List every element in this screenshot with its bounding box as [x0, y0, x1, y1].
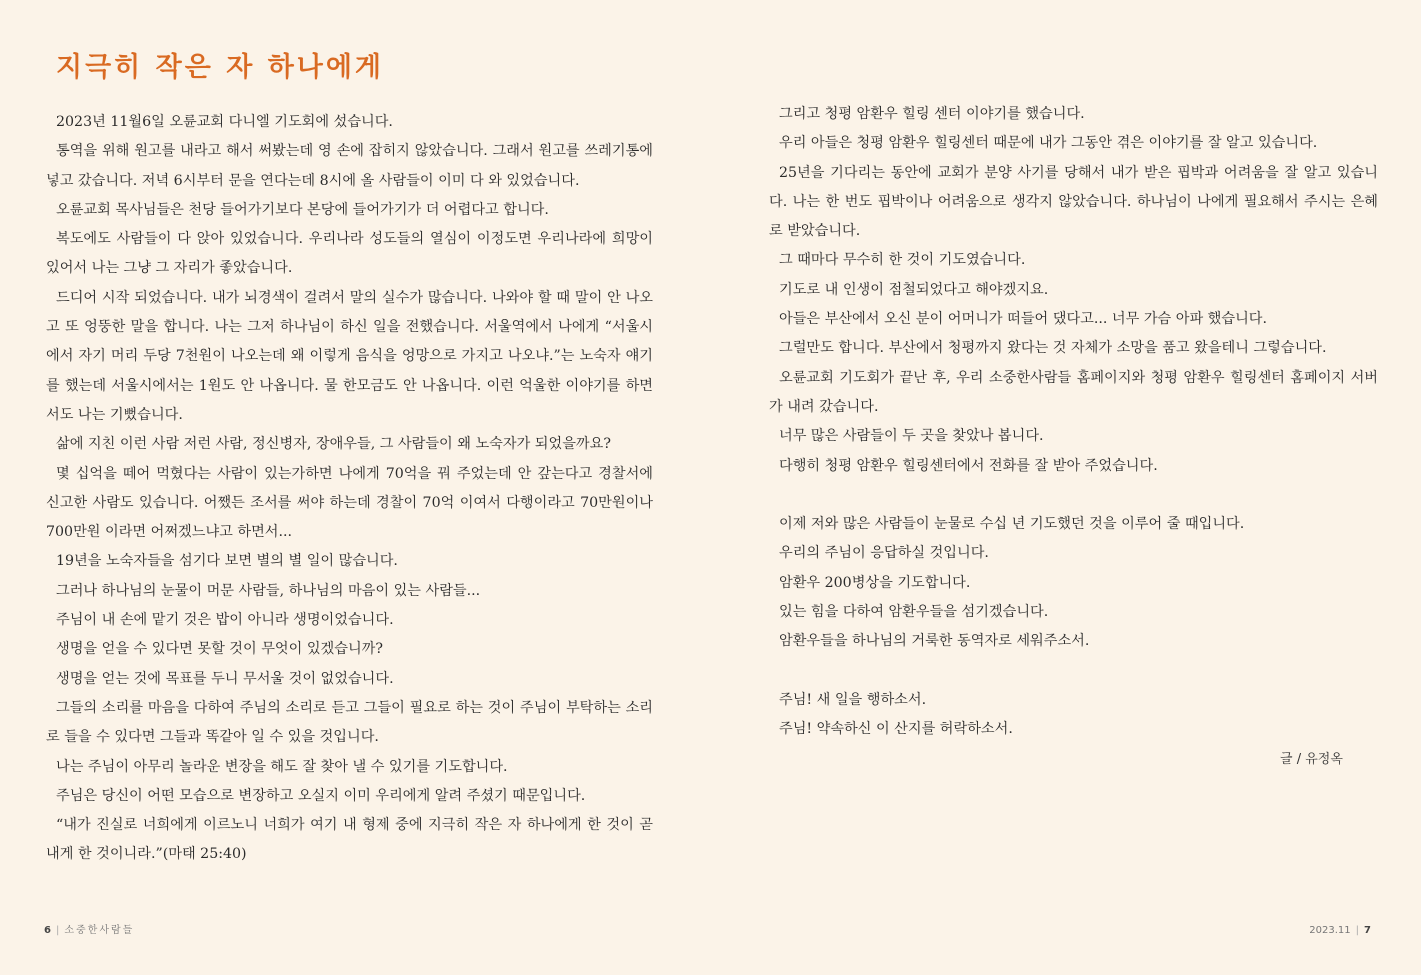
author-byline: 글 / 유정옥	[1280, 752, 1343, 767]
paragraph: 복도에도 사람들이 다 앉아 있었습니다. 우리나라 성도들의 열심이 이정도면 우리나라에 희망이 있어서 나는 그냥 그 자리가 좋았습니다.	[46, 231, 653, 277]
paragraph: 우리의 주님이 응답하실 것입니다.	[779, 545, 989, 562]
paragraph: 주님은 당신이 어떤 모습으로 변장하고 오실지 이미 우리에게 알려 주셨기 때문입니다.	[56, 787, 586, 804]
paragraph: 19년을 노숙자들을 섬기다 보면 별의 별 일이 많습니다.	[56, 553, 398, 570]
paragraph: 드디어 시작 되었습니다. 내가 뇌경색이 걸려서 말의 실수가 많습니다. 나와야 할 때 말이 안 나오고 또 엉뚱한 말을 합니다. 나는 그저 하나님이 하신 일을 전했습니다. 서울역에서 나에게 “서울시에서 자기 머리 두당 7천원이 나오는데 왜 이렇게 음식을 엉망으로 가지고 나오냐.”는 노숙자 얘기를 했는데 서울시에서는 1원도 안 나옵니다. 물 한모금도 안 나옵니다. 이런 억울한 이야기를 하면서도 나는 기뻤습니다.	[46, 289, 653, 423]
footer-divider: |	[1355, 925, 1360, 936]
paragraph: 삶에 지친 이런 사람 저런 사람, 정신병자, 장애우들, 그 사람들이 왜 노숙자가 되었을까요?	[56, 436, 611, 453]
right-column-body	[769, 100, 1378, 745]
paragraph: 이제 저와 많은 사람들이 눈물로 수십 년 기도했던 것을 이루어 줄 때입니다.	[779, 516, 1245, 533]
paragraph: 몇 십억을 떼어 먹혔다는 사람이 있는가하면 나에게 70억을 꿔 주었는데 안 갚는다고 경찰서에 신고한 사람도 있습니다. 어쨌든 조서를 써야 하는데 경찰이 70억 이여서 다행이라고 70만원이나 700만원 이라면 어쩌겠느냐고 하면서...	[46, 465, 653, 541]
footer-left	[44, 922, 134, 940]
paragraph: 그러나 하나님의 눈물이 머문 사람들, 하나님의 마음이 있는 사람들...	[56, 582, 481, 599]
paragraph: 2023년 11월6일 오륜교회 다니엘 기도회에 섰습니다.	[56, 114, 393, 130]
paragraph: 25년을 기다리는 동안에 교회가 분양 사기를 당해서 내가 받은 핍박과 어려움을 잘 알고 있습니다. 나는 한 번도 핍박이나 어려움으로 생각지 않았습니다. 하나님이 나에게 필요해서 주시는 은혜로 받았습니다.	[769, 164, 1378, 240]
paragraph: 통역을 위해 원고를 내라고 해서 써봤는데 영 손에 잡히지 않았습니다. 그래서 원고를 쓰레기통에 넣고 갔습니다. 저녁 6시부터 문을 연다는데 8시에 올 사람들이 이미 다 와 있었습니다.	[46, 143, 653, 189]
paragraph: 너무 많은 사람들이 두 곳을 찾았나 봅니다.	[779, 428, 1044, 445]
paragraph: 생명을 얻을 수 있다면 못할 것이 무엇이 있겠습니까?	[56, 641, 383, 658]
prayer-line: 주님! 새 일을 행하소서.	[779, 691, 927, 708]
paragraph: 생명을 얻는 것에 목표를 두니 무서울 것이 없었습니다.	[56, 670, 394, 687]
article-title: 지극히 작은 자 하나에게	[56, 52, 385, 83]
paragraph: 주님이 내 손에 맡기 것은 밥이 아니라 생명이었습니다.	[56, 612, 394, 629]
paragraph: 그럴만도 합니다. 부산에서 청평까지 왔다는 것 자체가 소망을 품고 왔을테니 그렇습니다.	[779, 340, 1327, 357]
paragraph: 그리고 청평 암환우 힐링 센터 이야기를 했습니다.	[779, 106, 1085, 122]
paragraph: 오륜교회 목사님들은 천당 들어가기보다 본당에 들어가기가 더 어렵다고 합니다.	[56, 201, 549, 218]
paragraph: 있는 힘을 다하여 암환우들을 섬기겠습니다.	[779, 604, 1049, 621]
paragraph-spacer	[769, 481, 1378, 510]
paragraph-spacer	[769, 657, 1378, 686]
paragraph: 다행히 청평 암환우 힐링센터에서 전화를 잘 받아 주었습니다.	[779, 457, 1158, 474]
page-number-right: 7	[1364, 925, 1371, 936]
page-number-left: 6	[44, 925, 51, 936]
paragraph: 나는 주님이 아무리 놀라운 변장을 해도 잘 찾아 낼 수 있기를 기도합니다.	[56, 758, 508, 775]
paragraph: 오륜교회 기도회가 끝난 후, 우리 소중한사람들 홈페이지와 청평 암환우 힐링센터 홈페이지 서버가 내려 갔습니다.	[769, 369, 1378, 415]
paragraph: 암환우 200병상을 기도합니다.	[779, 574, 971, 591]
paragraph: 암환우들을 하나님의 거룩한 동역자로 세워주소서.	[779, 633, 1090, 650]
paragraph: 그들의 소리를 마음을 다하여 주님의 소리로 듣고 그들이 필요로 하는 것이 주님이 부탁하는 소리로 들을 수 있다면 그들과 똑같아 일 수 있을 것입니다.	[46, 699, 653, 746]
paragraph: 우리 아들은 청평 암환우 힐링센터 때문에 내가 그동안 겪은 이야기를 잘 알고 있습니다.	[779, 135, 1318, 152]
paragraph: 기도로 내 인생이 점철되었다고 해야겠지요.	[779, 281, 1049, 298]
left-column-body	[46, 108, 653, 870]
paragraph: 아들은 부산에서 오신 분이 어머니가 떠들어 댔다고... 너무 가슴 아파 했습니다.	[779, 311, 1267, 328]
prayer-line: 주님! 약속하신 이 산지를 허락하소서.	[779, 721, 1013, 738]
paragraph: 그 때마다 무수히 한 것이 기도였습니다.	[779, 252, 1026, 269]
footer-divider: |	[55, 925, 60, 936]
issue-date: 2023.11	[1309, 925, 1351, 936]
footer-right	[1309, 922, 1371, 940]
bible-quote-paragraph: “내가 진실로 너희에게 이르노니 너희가 여기 내 형제 중에 지극히 작은 자 하나에게 한 것이 곧 내게 한 것이니라.”(마태 25:40)	[46, 817, 653, 863]
publication-name: 소중한사람들	[64, 925, 135, 936]
